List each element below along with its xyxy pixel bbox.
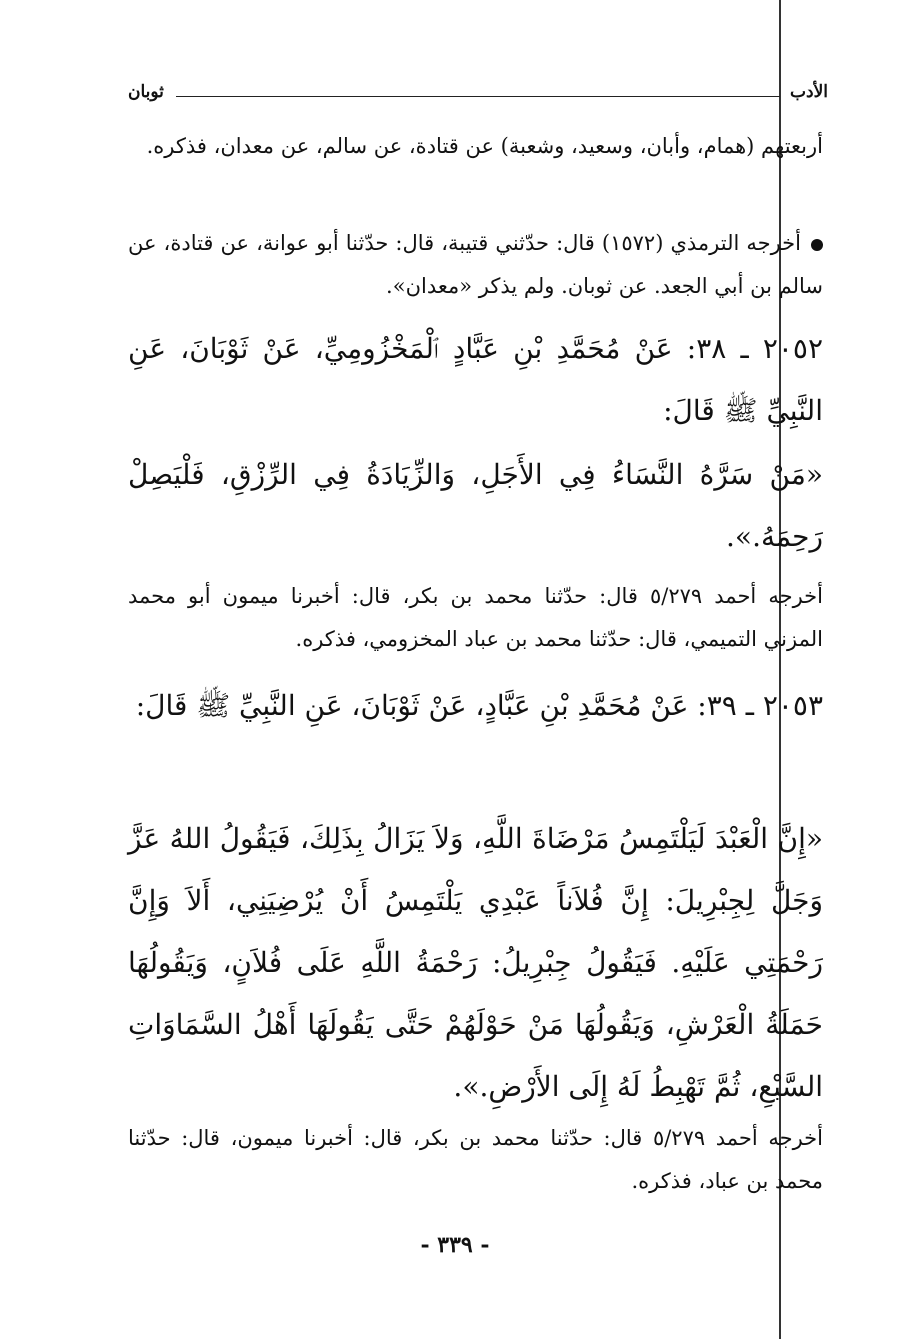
header-rule	[176, 96, 780, 97]
topic-title: ثوبان	[128, 82, 164, 102]
bullet-icon	[811, 239, 823, 251]
page-number: - ٣٣٩ -	[420, 1232, 490, 1258]
takhrij-paragraph: أخرجه أحمد ٥/٢٧٩ قال: حدّثنا محمد بن بكر، قال: أخبرنا ميمون أبو محمد المزني التميمي، قال: حدّثنا محمد بن عباد المخزومي، فذكره.	[128, 584, 823, 651]
chapter-title: الأدب	[790, 82, 828, 102]
hadith-chain: ٢٠٥٢ ـ ٣٨: عَنْ مُحَمَّدِ بْنِ عَبَّادٍ ٱلْمَخْزُومِيِّ، عَنْ ثَوْبَانَ، عَنِ النَّبِيِّ ﷺ قَالَ:	[128, 332, 823, 427]
hadith-chain: ٢٠٥٣ ـ ٣٩: عَنْ مُحَمَّدِ بْنِ عَبَّادٍ، عَنْ ثَوْبَانَ، عَنِ النَّبِيِّ ﷺ قَالَ:	[135, 689, 823, 722]
takhrij-paragraph	[128, 222, 823, 308]
takhrij-paragraph: أخرجه أحمد ٥/٢٧٩ قال: حدّثنا محمد بن بكر، قال: أخبرنا ميمون، قال: حدّثنا محمد بن عباد، فذكره.	[128, 1126, 823, 1193]
takhrij-text: أخرجه الترمذي (١٥٧٢) قال: حدّثني قتيبة، قال: حدّثنا أبو عوانة، عن قتادة، عن سالم بن أبي الجعد. عن ثوبان. ولم يذكر «معدان».	[128, 231, 823, 298]
hadith-text: «مَنْ سَرَّهُ النَّسَاءُ فِي الأَجَلِ، وَالزِّيَادَةُ فِي الرِّزْقِ، فَلْيَصِلْ رَحِمَهُ.».	[128, 458, 823, 553]
note-paragraph: أربعتهم (همام، وأبان، وسعيد، وشعبة) عن قتادة، عن سالم، عن معدان، فذكره.	[146, 134, 823, 158]
running-header	[128, 82, 828, 112]
hadith-text: «إِنَّ الْعَبْدَ لَيَلْتَمِسُ مَرْضَاةَ اللَّهِ، وَلاَ يَزَالُ بِذَلِكَ، فَيَقُولُ اللهُ عَزَّ وَجَلَّ لِجِبْرِيلَ: إِنَّ فُلاَناً عَبْدِي يَلْتَمِسُ أَنْ يُرْضِيَنِي، أَلاَ وَإِنَّ رَحْمَتِي عَلَيْهِ. فَيَقُولُ جِبْرِيلُ: رَحْمَةُ اللَّهِ عَلَى فُلاَنٍ، وَيَقُولُهَا حَمَلَةُ الْعَرْشِ، وَيَقُولُهَا مَنْ حَوْلَهُمْ حَتَّى يَقُولَهَا أَهْلُ السَّمَاوَاتِ السَّبْعِ، ثُمَّ تَهْبِطُ لَهُ إِلَى الأَرْضِ.».	[128, 822, 823, 1103]
